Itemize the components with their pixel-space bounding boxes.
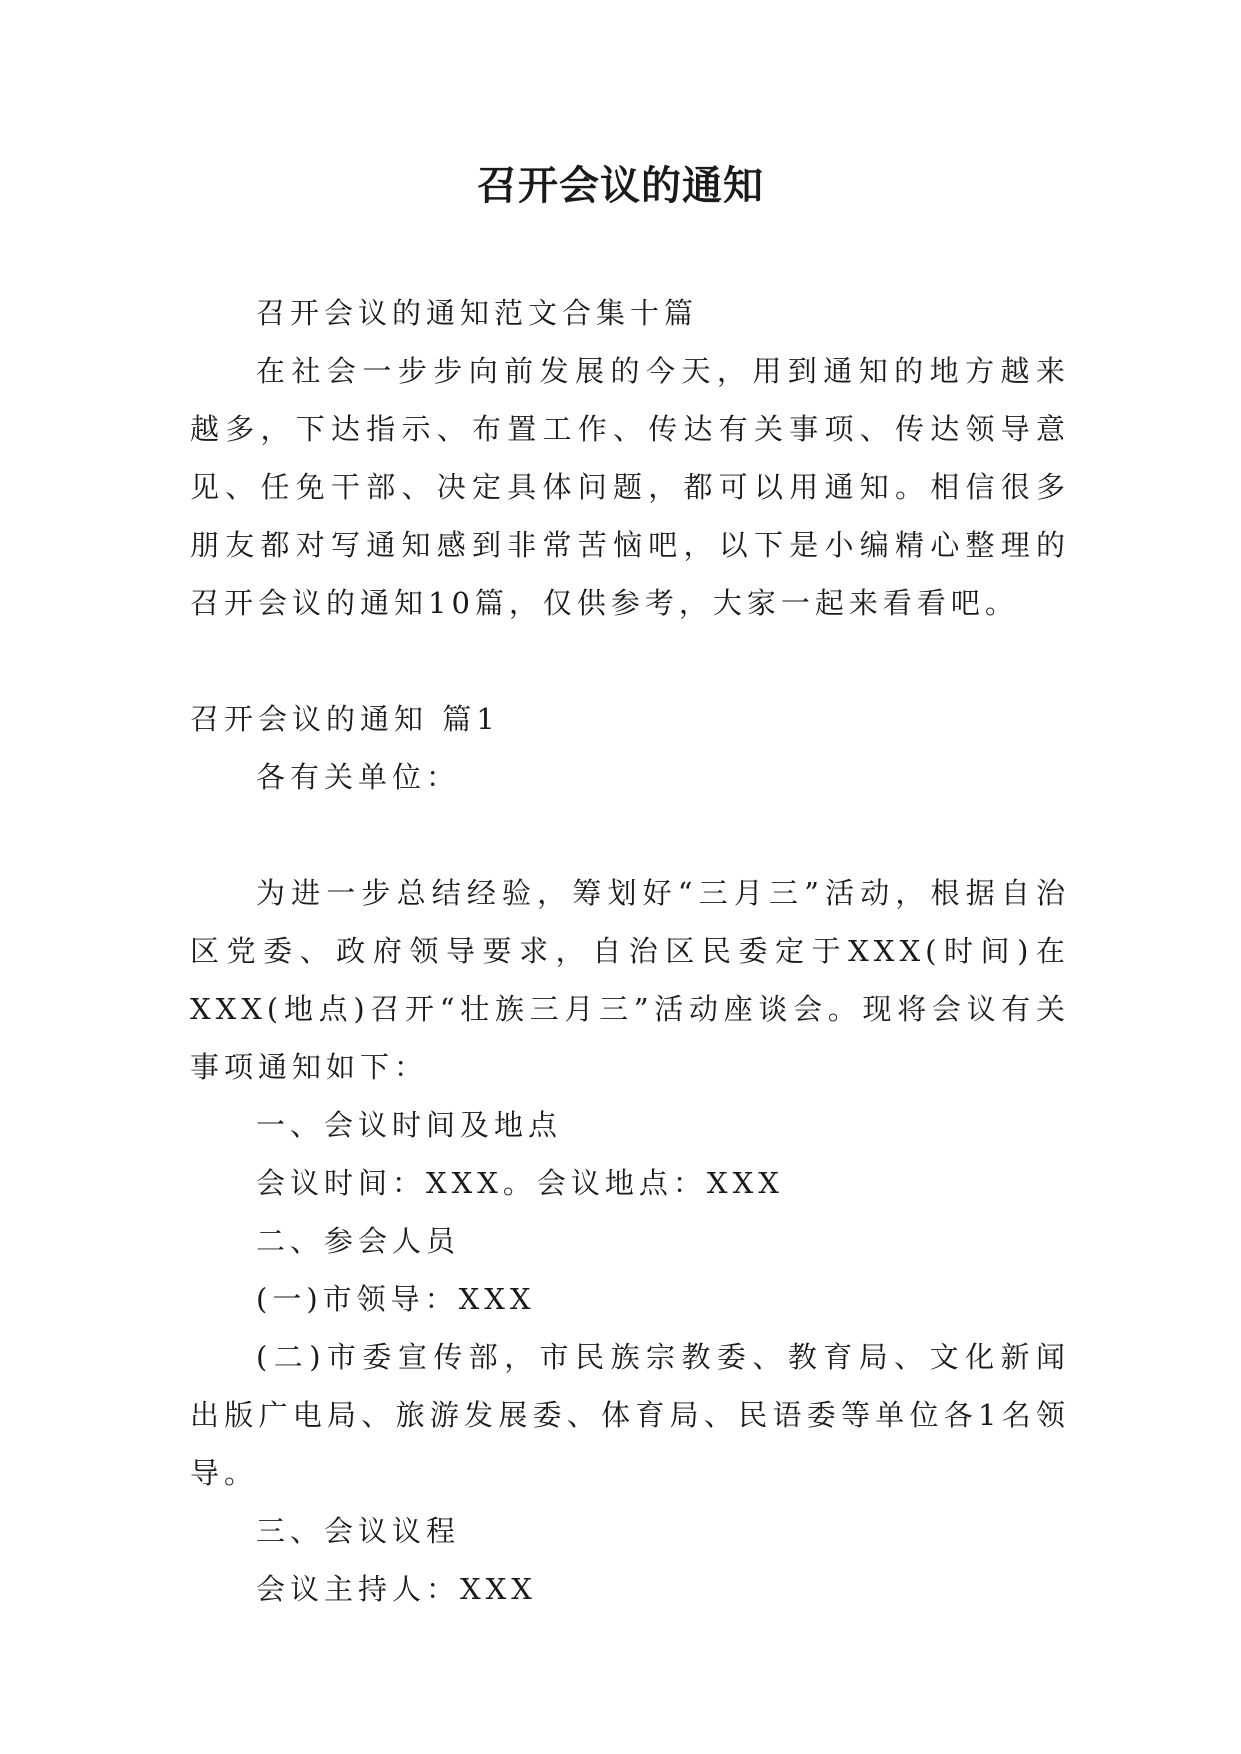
paragraph-intro: 在社会一步步向前发展的今天，用到通知的地方越来越多，下达指示、布置工作、传达有关事项、传达领导意见、任免干部、决定具体问题，都可以用通知。相信很多朋友都对写通知感到非常苦恼吧，以下是小编精心整理的召开会议的通知10篇，仅供参考，大家一起来看看吧。 (190, 354, 1070, 620)
document-title: 召开会议的通知 (477, 162, 764, 209)
paragraph-item-3: 三、会议议程 (256, 1514, 461, 1548)
paragraph-item-3-host: 会议主持人：XXX (256, 1572, 537, 1606)
document-body (190, 284, 1070, 1618)
paragraph-item-1-detail: 会议时间：XXX。会议地点：XXX (256, 1166, 784, 1200)
paragraph-subtitle: 召开会议的通知范文合集十篇 (256, 296, 699, 330)
blank-line (190, 806, 1070, 864)
paragraph-item-2: 二、参会人员 (256, 1224, 461, 1258)
paragraph-section-heading: 召开会议的通知 篇1 (190, 702, 500, 736)
paragraph-body-1: 为进一步总结经验，筹划好“三月三”活动，根据自治区党委、政府领导要求，自治区民委定于XXX(时间)在XXX(地点)召开“壮族三月三”活动座谈会。现将会议有关事项通知如下： (190, 876, 1070, 1084)
paragraph-item-1: 一、会议时间及地点 (256, 1108, 563, 1142)
paragraph-salutation: 各有关单位： (256, 760, 461, 794)
blank-line (190, 632, 1070, 690)
paragraph-item-2-a: (一)市领导：XXX (256, 1282, 536, 1316)
paragraph-item-2-b: (二)市委宣传部，市民族宗教委、教育局、文化新闻出版广电局、旅游发展委、体育局、民语委等单位各1名领导。 (190, 1340, 1070, 1490)
